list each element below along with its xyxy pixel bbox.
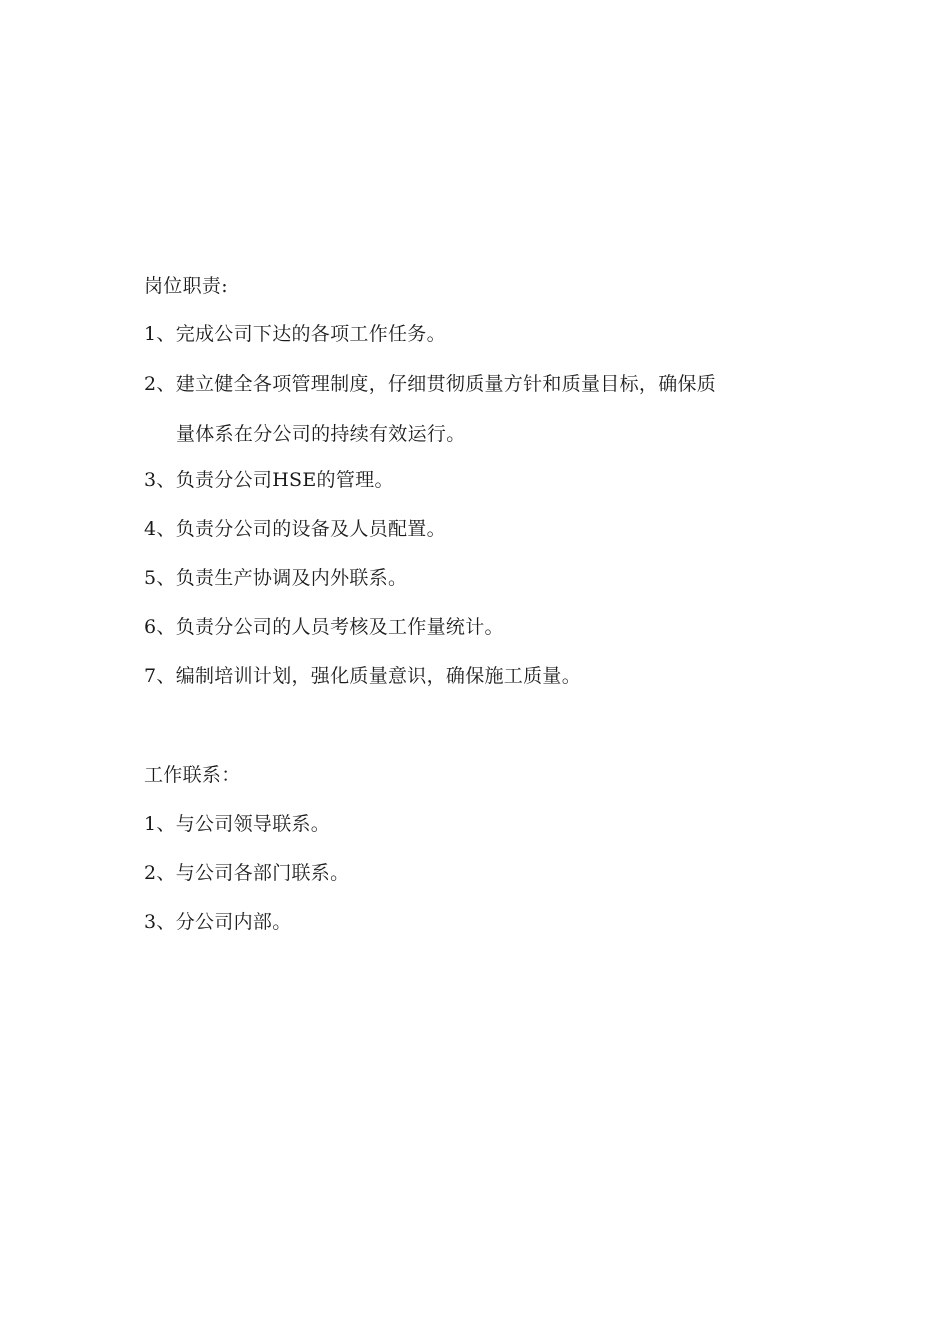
duty-item-5: 5、负责生产协调及内外联系。 bbox=[144, 567, 408, 589]
relation-item-1: 1、与公司领导联系。 bbox=[144, 813, 331, 835]
duty-item-4: 4、负责分公司的设备及人员配置。 bbox=[144, 518, 446, 540]
duty-item-7: 7、编制培训计划，强化质量意识，确保施工质量。 bbox=[144, 665, 581, 687]
relations-heading: 工作联系： bbox=[144, 764, 241, 786]
duty-item-3: 3、负责分公司HSE的管理。 bbox=[144, 469, 394, 491]
relation-item-3: 3、分公司内部。 bbox=[144, 911, 292, 933]
duty-item-2: 2、建立健全各项管理制度，仔细贯彻质量方针和质量目标，确保质 bbox=[144, 373, 717, 395]
duty-item-1: 1、完成公司下达的各项工作任务。 bbox=[144, 323, 446, 345]
relation-item-2: 2、与公司各部门联系。 bbox=[144, 862, 350, 884]
duties-heading: 岗位职责: bbox=[144, 275, 228, 297]
duty-item-6: 6、负责分公司的人员考核及工作量统计。 bbox=[144, 616, 504, 638]
duty-item-2-continued: 量体系在分公司的持续有效运行。 bbox=[176, 423, 466, 445]
